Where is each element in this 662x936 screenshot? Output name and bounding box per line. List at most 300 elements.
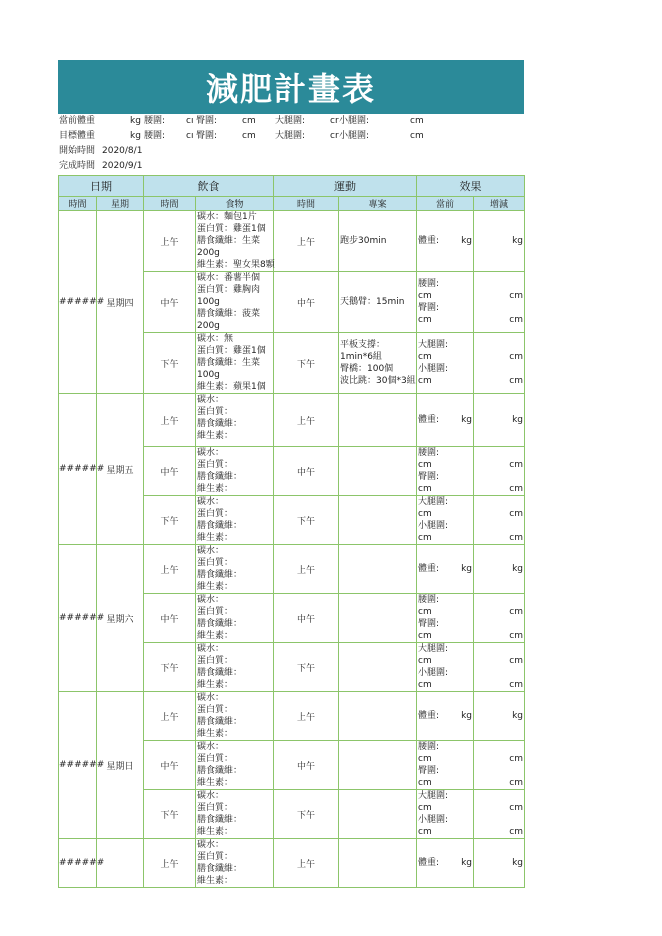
current-thigh-label: 大腿圍: [275, 116, 306, 126]
exercise-time: 上午 [296, 712, 315, 723]
project-cell [339, 594, 417, 643]
change-unit: cm [509, 607, 523, 617]
diet-time-cell [144, 394, 196, 447]
effect-change-cell [474, 447, 525, 496]
food-line: 維生素： [197, 876, 234, 886]
food-line: 200g [197, 321, 220, 331]
diet-time: 中午 [160, 761, 179, 772]
project-cell [339, 211, 417, 272]
project-line: 波比跳：30個*3組 [340, 376, 416, 386]
weight-change [475, 414, 523, 426]
measure-label: 小腿圍: [418, 521, 449, 531]
weight-effect [418, 414, 472, 426]
header-food: 食物 [196, 197, 274, 211]
date-hash-cell [59, 839, 105, 888]
current-waist-unit: cı [186, 116, 194, 126]
exercise-time-cell [274, 272, 339, 333]
change-spacer [475, 363, 523, 375]
measure-label: 臀圍: [418, 766, 440, 776]
end-date: 2020/9/1 [102, 161, 143, 171]
table-row [59, 839, 525, 888]
change-spacer [475, 339, 523, 351]
measure-unit: cm [418, 533, 432, 543]
effect-change-cell [474, 741, 525, 790]
weekday: 星期六 [106, 614, 134, 625]
effect-current-cell [417, 741, 474, 790]
diet-time: 下午 [160, 663, 179, 674]
food-line: 蛋白質：雞蛋1個 [197, 224, 266, 234]
change-spacer [475, 471, 523, 483]
change-unit: cm [509, 680, 523, 690]
effect-current-cell [417, 272, 474, 333]
measure-label: 大腿圍: [418, 497, 449, 507]
exercise-time: 中午 [296, 467, 315, 478]
diet-time-cell [144, 594, 196, 643]
project-cell [339, 790, 417, 839]
project-cell [339, 333, 417, 394]
exercise-time-cell [274, 741, 339, 790]
exercise-time: 下午 [296, 516, 315, 527]
exercise-time-cell [274, 447, 339, 496]
header-effect: 效果 [417, 176, 525, 197]
measure-unit: cm [418, 803, 432, 813]
measure-unit: cm [418, 680, 432, 690]
diet-time-cell [144, 643, 196, 692]
diet-time-cell [144, 211, 196, 272]
measure-unit: cm [418, 827, 432, 837]
weight-change-unit: kg [512, 564, 523, 574]
target-waist-unit: cı [186, 131, 194, 141]
change-spacer [475, 814, 523, 826]
project-cell [339, 643, 417, 692]
plan-sheet [58, 60, 524, 888]
change-spacer [475, 741, 523, 753]
measure-unit: cm [418, 376, 432, 386]
effect-current-cell [417, 545, 474, 594]
change-unit: cm [509, 315, 523, 325]
food-line: 碳水： [197, 693, 225, 703]
diet-time-cell [144, 496, 196, 545]
change-spacer [475, 496, 523, 508]
diet-time: 下午 [160, 810, 179, 821]
change-spacer [475, 278, 523, 290]
date-hash-cell [59, 394, 105, 545]
change-spacer [475, 447, 523, 459]
food-cell [196, 333, 274, 394]
diet-time: 上午 [160, 237, 179, 248]
header-time: 時間 [59, 197, 97, 211]
diet-time: 下午 [160, 359, 179, 370]
weekday: 星期五 [106, 465, 134, 476]
info-row-target [58, 129, 524, 144]
effect-current-cell [417, 643, 474, 692]
exercise-time-cell [274, 692, 339, 741]
food-line: 膳食纖維： [197, 521, 243, 531]
diet-time-cell [144, 333, 196, 394]
diet-time-cell [144, 741, 196, 790]
date-hash: ###### [59, 760, 105, 770]
change-unit: cm [509, 778, 523, 788]
project-line: 天鵝臂：15min [340, 297, 405, 307]
food-cell [196, 496, 274, 545]
food-cell [196, 272, 274, 333]
exercise-time: 中午 [296, 614, 315, 625]
food-cell [196, 643, 274, 692]
change-spacer [475, 520, 523, 532]
weight-change [475, 857, 523, 869]
project-line: 跑步30min [340, 236, 387, 246]
change-unit: cm [509, 484, 523, 494]
diet-time-cell [144, 272, 196, 333]
food-line: 維生素： [197, 680, 234, 690]
food-line: 蛋白質：雞胸肉 [197, 285, 261, 295]
diet-time-cell [144, 692, 196, 741]
food-cell [196, 839, 274, 888]
food-line: 碳水：番薯半個 [197, 273, 261, 283]
measure-label: 小腿圍: [418, 668, 449, 678]
effect-current-cell [417, 333, 474, 394]
diet-time: 中午 [160, 614, 179, 625]
change-spacer [475, 302, 523, 314]
measure-unit: cm [418, 315, 432, 325]
effect-change-cell [474, 692, 525, 741]
plan-table [58, 175, 525, 888]
weekday: 星期四 [106, 298, 134, 309]
food-cell [196, 211, 274, 272]
food-line: 碳水：麵包1片 [197, 212, 257, 222]
exercise-time-cell [274, 594, 339, 643]
exercise-time: 上午 [296, 237, 315, 248]
change-spacer [475, 618, 523, 630]
food-line: 維生素： [197, 827, 234, 837]
food-line: 維生素： [197, 431, 234, 441]
food-line: 碳水： [197, 497, 225, 507]
date-hash-cell [59, 545, 105, 692]
measure-unit: cm [418, 607, 432, 617]
diet-time: 上午 [160, 712, 179, 723]
current-thigh-unit: cr [330, 116, 339, 126]
effect-change-cell [474, 643, 525, 692]
food-line: 膳食纖維： [197, 815, 243, 825]
effect-current-cell [417, 447, 474, 496]
header-row-columns [59, 197, 525, 211]
change-unit: cm [509, 533, 523, 543]
measure-unit: cm [418, 754, 432, 764]
weight-effect [418, 857, 472, 869]
date-hash: ###### [59, 297, 105, 307]
measure-label: 臀圍: [418, 303, 440, 313]
effect-change-cell [474, 333, 525, 394]
food-line: 膳食纖維：菠菜 [197, 309, 261, 319]
header-diet: 飲食 [144, 176, 274, 197]
food-line: 維生素：蘋果1個 [197, 382, 266, 392]
food-line: 蛋白質： [197, 705, 234, 715]
exercise-time: 中午 [296, 298, 315, 309]
food-line: 碳水：無 [197, 334, 234, 344]
change-unit: cm [509, 509, 523, 519]
food-line: 200g [197, 248, 220, 258]
date-hash-cell [59, 211, 105, 394]
food-line: 碳水： [197, 840, 225, 850]
food-line: 維生素： [197, 631, 234, 641]
start-label: 開始時間 [59, 146, 96, 156]
food-line: 膳食纖維：生菜 [197, 236, 261, 246]
exercise-time: 中午 [296, 761, 315, 772]
food-line: 維生素： [197, 778, 234, 788]
measure-label: 大腿圍: [418, 791, 449, 801]
weight-unit: kg [461, 415, 472, 425]
food-line: 蛋白質： [197, 656, 234, 666]
weight-change [475, 710, 523, 722]
target-waist-label: 腰圍: [144, 131, 166, 141]
change-unit: cm [509, 460, 523, 470]
food-line: 碳水： [197, 395, 225, 405]
effect-change-cell [474, 790, 525, 839]
info-row-current [58, 114, 524, 129]
food-line: 膳食纖維： [197, 570, 243, 580]
effect-change-cell [474, 211, 525, 272]
exercise-time-cell [274, 333, 339, 394]
effect-change-cell [474, 839, 525, 888]
diet-time-cell [144, 790, 196, 839]
date-hash: ###### [59, 464, 105, 474]
plan-body [59, 211, 525, 888]
food-line: 膳食纖維： [197, 864, 243, 874]
weight-effect [418, 710, 472, 722]
food-line: 蛋白質： [197, 607, 234, 617]
effect-current-cell [417, 594, 474, 643]
diet-time: 下午 [160, 516, 179, 527]
change-unit: cm [509, 291, 523, 301]
effect-current-cell [417, 211, 474, 272]
food-line: 膳食纖維： [197, 766, 243, 776]
project-cell [339, 394, 417, 447]
measure-label: 腰圍: [418, 448, 440, 458]
exercise-time: 上午 [296, 565, 315, 576]
measure-unit: cm [418, 352, 432, 362]
change-spacer [475, 667, 523, 679]
change-spacer [475, 643, 523, 655]
exercise-time-cell [274, 643, 339, 692]
info-row-start [58, 144, 524, 159]
weight-effect [418, 563, 472, 575]
target-calf-unit: cm [410, 131, 424, 141]
effect-current-cell [417, 394, 474, 447]
measure-label: 大腿圍: [418, 644, 449, 654]
effect-change-cell [474, 496, 525, 545]
change-unit: cm [509, 803, 523, 813]
measure-label: 臀圍: [418, 619, 440, 629]
effect-change-cell [474, 394, 525, 447]
exercise-time-cell [274, 790, 339, 839]
project-cell [339, 692, 417, 741]
measure-unit: cm [418, 631, 432, 641]
current-calf-label: 小腿圍: [339, 116, 370, 126]
effect-change-cell [474, 594, 525, 643]
food-line: 維生素： [197, 533, 234, 543]
current-hip-label: 臀圍: [196, 116, 218, 126]
food-line: 維生素：聖女果8顆 [197, 260, 275, 270]
current-waist-label: 腰圍: [144, 116, 166, 126]
weight-label: 體重: [418, 236, 440, 246]
current-hip-unit: cm [242, 116, 256, 126]
effect-current-cell [417, 839, 474, 888]
diet-time-cell [144, 447, 196, 496]
food-cell [196, 594, 274, 643]
measure-label: 腰圍: [418, 279, 440, 289]
header-date: 日期 [59, 176, 144, 197]
project-line: 1min*6組 [340, 352, 382, 362]
header-exercise-time: 時間 [274, 197, 339, 211]
food-line: 維生素： [197, 484, 234, 494]
measure-unit: cm [418, 291, 432, 301]
measure-label: 小腿圍: [418, 815, 449, 825]
measure-unit: cm [418, 778, 432, 788]
effect-current-cell [417, 790, 474, 839]
exercise-time: 下午 [296, 810, 315, 821]
exercise-time: 上午 [296, 416, 315, 427]
project-cell [339, 272, 417, 333]
weight-unit: kg [461, 564, 472, 574]
target-thigh-unit: cr [330, 131, 339, 141]
food-cell [196, 790, 274, 839]
header-current: 當前 [417, 197, 474, 211]
food-line: 100g [197, 297, 220, 307]
effect-change-cell [474, 545, 525, 594]
header-weekday: 星期 [97, 197, 144, 211]
change-unit: cm [509, 656, 523, 666]
target-weight-unit: kg [130, 131, 141, 141]
measure-label: 腰圍: [418, 595, 440, 605]
current-weight-unit: kg [130, 116, 141, 126]
change-spacer [475, 594, 523, 606]
diet-time-cell [144, 839, 196, 888]
end-label: 完成時間 [59, 161, 96, 171]
project-cell [339, 545, 417, 594]
effect-change-cell [474, 272, 525, 333]
food-line: 蛋白質： [197, 558, 234, 568]
exercise-time-cell [274, 394, 339, 447]
header-diet-time: 時間 [144, 197, 196, 211]
header-change: 增減 [474, 197, 525, 211]
weight-label: 體重: [418, 711, 440, 721]
exercise-time-cell [274, 839, 339, 888]
weight-change-unit: kg [512, 711, 523, 721]
food-line: 碳水： [197, 448, 225, 458]
weight-change-unit: kg [512, 236, 523, 246]
food-line: 蛋白質： [197, 460, 234, 470]
change-unit: cm [509, 827, 523, 837]
food-line: 蛋白質： [197, 407, 234, 417]
weekday: 星期日 [106, 761, 134, 772]
exercise-time-cell [274, 496, 339, 545]
table-row [59, 545, 525, 594]
diet-time: 上午 [160, 565, 179, 576]
diet-time: 中午 [160, 298, 179, 309]
food-line: 蛋白質： [197, 754, 234, 764]
effect-current-cell [417, 496, 474, 545]
food-line: 膳食纖維： [197, 619, 243, 629]
effect-current-cell [417, 692, 474, 741]
weight-effect [418, 235, 472, 247]
food-line: 膳食纖維： [197, 419, 243, 429]
target-calf-label: 小腿圍: [339, 131, 370, 141]
food-cell [196, 545, 274, 594]
header-exercise: 運動 [274, 176, 417, 197]
weight-label: 體重: [418, 564, 440, 574]
date-hash: ###### [59, 613, 105, 623]
measure-unit: cm [418, 484, 432, 494]
food-line: 膳食纖維： [197, 717, 243, 727]
measure-label: 大腿圍: [418, 340, 449, 350]
change-spacer [475, 790, 523, 802]
food-line: 碳水： [197, 546, 225, 556]
project-cell [339, 447, 417, 496]
header-row-groups [59, 176, 525, 197]
current-weight-label: 當前體重 [59, 116, 96, 126]
measure-unit: cm [418, 656, 432, 666]
change-spacer [475, 765, 523, 777]
food-cell [196, 741, 274, 790]
project-cell [339, 839, 417, 888]
current-calf-unit: cm [410, 116, 424, 126]
header-project: 專案 [339, 197, 417, 211]
exercise-time: 下午 [296, 359, 315, 370]
exercise-time: 下午 [296, 663, 315, 674]
exercise-time-cell [274, 545, 339, 594]
weight-label: 體重: [418, 858, 440, 868]
food-line: 100g [197, 370, 220, 380]
table-row [59, 211, 525, 272]
target-hip-unit: cm [242, 131, 256, 141]
date-hash: ###### [59, 858, 105, 868]
food-line: 蛋白質：雞蛋1個 [197, 346, 266, 356]
diet-time: 上午 [160, 416, 179, 427]
start-date: 2020/8/1 [102, 146, 143, 156]
food-line: 蛋白質： [197, 803, 234, 813]
weight-unit: kg [461, 711, 472, 721]
exercise-time: 上午 [296, 859, 315, 870]
diet-time: 中午 [160, 467, 179, 478]
food-cell [196, 447, 274, 496]
page-title: 減肥計畫表 [58, 60, 524, 114]
info-row-end [58, 159, 524, 174]
weight-change-unit: kg [512, 415, 523, 425]
change-unit: cm [509, 631, 523, 641]
target-weight-label: 目標體重 [59, 131, 96, 141]
weight-unit: kg [461, 858, 472, 868]
diet-time-cell [144, 545, 196, 594]
food-cell [196, 394, 274, 447]
weight-change [475, 563, 523, 575]
food-line: 膳食纖維： [197, 668, 243, 678]
measure-label: 臀圍: [418, 472, 440, 482]
project-cell [339, 496, 417, 545]
diet-time: 上午 [160, 859, 179, 870]
project-line: 臀橋：100個 [340, 364, 394, 374]
exercise-time-cell [274, 211, 339, 272]
target-hip-label: 臀圍: [196, 131, 218, 141]
measure-label: 小腿圍: [418, 364, 449, 374]
food-line: 碳水： [197, 742, 225, 752]
food-line: 碳水： [197, 644, 225, 654]
project-line: 平板支撐： [340, 340, 386, 350]
food-line: 碳水： [197, 791, 225, 801]
weight-label: 體重: [418, 415, 440, 425]
date-hash-cell [59, 692, 105, 839]
weight-change [475, 235, 523, 247]
change-unit: cm [509, 376, 523, 386]
